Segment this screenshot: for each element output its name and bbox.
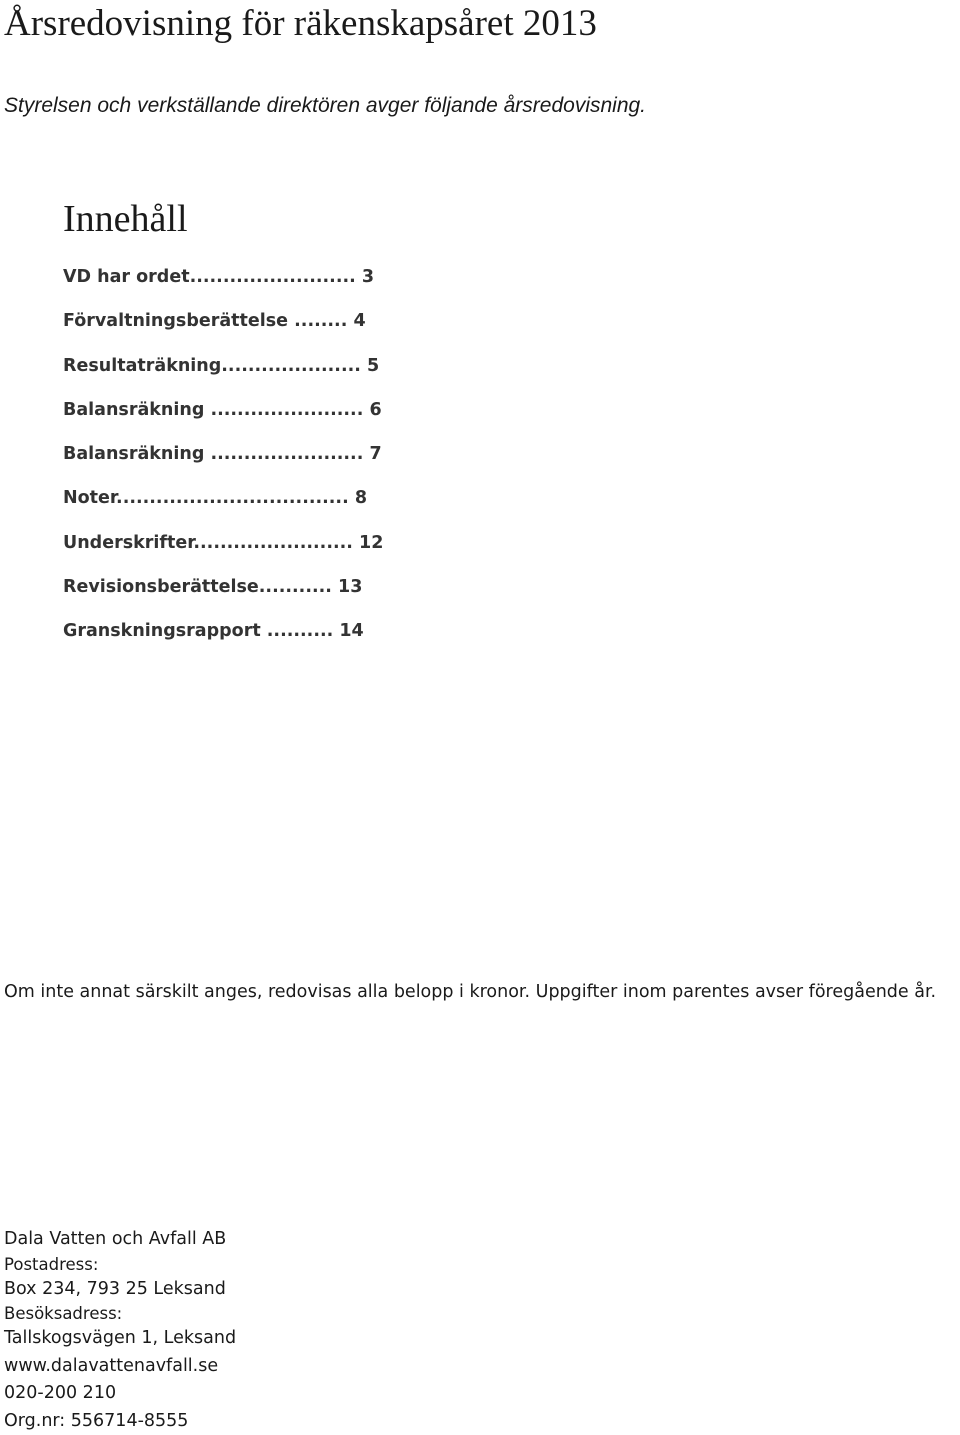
toc-item-page: 14 bbox=[339, 621, 363, 641]
document-subtitle: Styrelsen och verkställande direktören avger följande årsredovisning. bbox=[4, 92, 646, 120]
visit-address: Tallskogsvägen 1, Leksand bbox=[4, 1325, 236, 1353]
toc-item-label: Resultaträkning bbox=[63, 356, 221, 376]
company-footer bbox=[4, 1226, 236, 1435]
toc-item-page: 8 bbox=[355, 488, 367, 508]
toc-item-vd-har-ordet[interactable] bbox=[63, 262, 383, 306]
toc-heading: Innehåll bbox=[63, 196, 188, 242]
toc-item-label: Underskrifter bbox=[63, 533, 193, 553]
toc-leader-dots: ..................... bbox=[221, 356, 361, 376]
toc-leader-dots: ........................ bbox=[193, 533, 353, 553]
toc-item-label: Balansräkning bbox=[63, 400, 204, 420]
toc-item-page: 5 bbox=[367, 356, 379, 376]
table-of-contents bbox=[63, 262, 383, 661]
toc-leader-dots: ........ bbox=[288, 311, 347, 331]
toc-item-page: 3 bbox=[362, 267, 374, 287]
toc-item-label: Granskningsrapport bbox=[63, 621, 261, 641]
toc-leader-dots: ......................... bbox=[190, 267, 356, 287]
toc-item-page: 4 bbox=[353, 311, 365, 331]
toc-item-label: Noter bbox=[63, 488, 116, 508]
toc-leader-dots: ....................... bbox=[204, 444, 363, 464]
document-title: Årsredovisning för räkenskapsåret 2013 bbox=[4, 2, 597, 46]
toc-item-balansrakning-2[interactable] bbox=[63, 439, 383, 483]
visit-address-label: Besöksadress: bbox=[4, 1303, 236, 1325]
toc-item-page: 7 bbox=[369, 444, 381, 464]
toc-leader-dots: ....................... bbox=[204, 400, 363, 420]
company-name: Dala Vatten och Avfall AB bbox=[4, 1226, 236, 1254]
toc-item-granskningsrapport[interactable] bbox=[63, 616, 383, 660]
toc-item-page: 13 bbox=[338, 577, 362, 597]
toc-item-page: 12 bbox=[359, 533, 383, 553]
toc-item-underskrifter[interactable] bbox=[63, 528, 383, 572]
toc-item-label: Revisionsberättelse bbox=[63, 577, 259, 597]
toc-item-resultatrakning[interactable] bbox=[63, 351, 383, 395]
toc-leader-dots: ........... bbox=[259, 577, 332, 597]
toc-leader-dots: ................................... bbox=[116, 488, 349, 508]
amounts-notice: Om inte annat särskilt anges, redovisas alla belopp i kronor. Uppgifter inom parentes avser föregående år. bbox=[4, 978, 936, 1006]
toc-item-page: 6 bbox=[369, 400, 381, 420]
toc-item-label: Balansräkning bbox=[63, 444, 204, 464]
postal-address: Box 234, 793 25 Leksand bbox=[4, 1276, 236, 1304]
website-link[interactable]: www.dalavattenavfall.se bbox=[4, 1353, 236, 1381]
phone-number: 020-200 210 bbox=[4, 1380, 236, 1408]
toc-item-revisionsberattelse[interactable] bbox=[63, 572, 383, 616]
postal-address-label: Postadress: bbox=[4, 1254, 236, 1276]
toc-leader-dots: .......... bbox=[261, 621, 334, 641]
toc-item-balansrakning[interactable] bbox=[63, 395, 383, 439]
toc-item-forvaltningsberattelse[interactable] bbox=[63, 306, 383, 350]
org-number: Org.nr: 556714-8555 bbox=[4, 1408, 236, 1435]
toc-item-label: VD har ordet bbox=[63, 267, 190, 287]
toc-item-label: Förvaltningsberättelse bbox=[63, 311, 288, 331]
toc-item-noter[interactable] bbox=[63, 483, 383, 527]
